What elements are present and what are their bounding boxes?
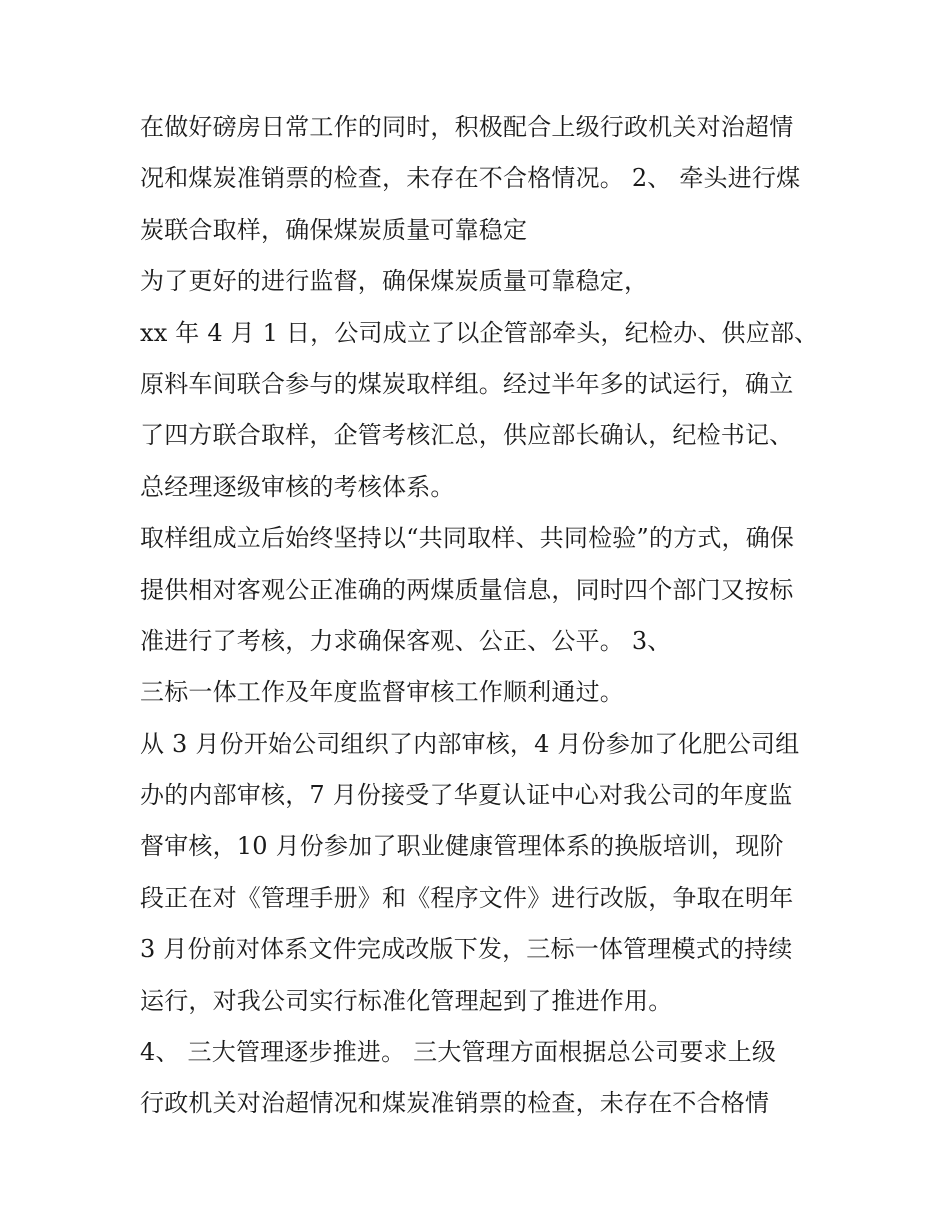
text-line: 办的内部审核，7 月份接受了华夏认证中心对我公司的年度监 [140,781,793,810]
text-line: 3 月份前对体系文件完成改版下发，三标一体管理模式的持续 [140,935,793,964]
text-line: 行政机关对治超情况和煤炭准销票的检查，未存在不合格情 [140,1089,770,1118]
text-line: 准进行了考核，力求确保客观、公正、公平。 3、 [140,626,672,655]
text-line: 在做好磅房日常工作的同时，积极配合上级行政机关对治超情 [140,113,794,141]
text-line: 三标一体工作及年度监督审核工作顺利通过。 [140,678,624,707]
text-line: xx 年 4 月 1 日，公司成立了以企管部牵头，纪检办、供应部、 [140,318,819,347]
text-line: 总经理逐级审核的考核体系。 [140,472,455,501]
text-line: 况和煤炭准销票的检查，未存在不合格情况。 2、 牵头进行煤 [140,164,801,193]
text-line: 原料车间联合参与的煤炭取样组。经过半年多的试运行，确立 [140,369,794,398]
text-line: 从 3 月份开始公司组织了内部审核，4 月份参加了化肥公司组 [140,729,800,758]
text-line: 督审核，10 月份参加了职业健康管理体系的换版培训，现阶 [140,832,784,861]
text-line: 运行，对我公司实行标准化管理起到了推进作用。 [140,986,673,1015]
text-line: 为了更好的进行监督，确保煤炭质量可靠稳定， [140,267,649,296]
text-line: 了四方联合取样，企管考核汇总，供应部长确认，纪检书记、 [140,421,794,450]
text-line: 取样组成立后始终坚持以“共同取样、共同检验”的方式，确保 [140,524,795,553]
document-body [140,102,830,1130]
text-line: 4、 三大管理逐步推进。 三大管理方面根据总公司要求上级 [140,1038,777,1067]
text-line: 提供相对客观公正准确的两煤质量信息，同时四个部门又按标 [140,575,794,604]
text-line: 段正在对《管理手册》和《程序文件》进行改版，争取在明年 [140,883,794,912]
text-line: 炭联合取样，确保煤炭质量可靠稳定 [140,215,528,244]
